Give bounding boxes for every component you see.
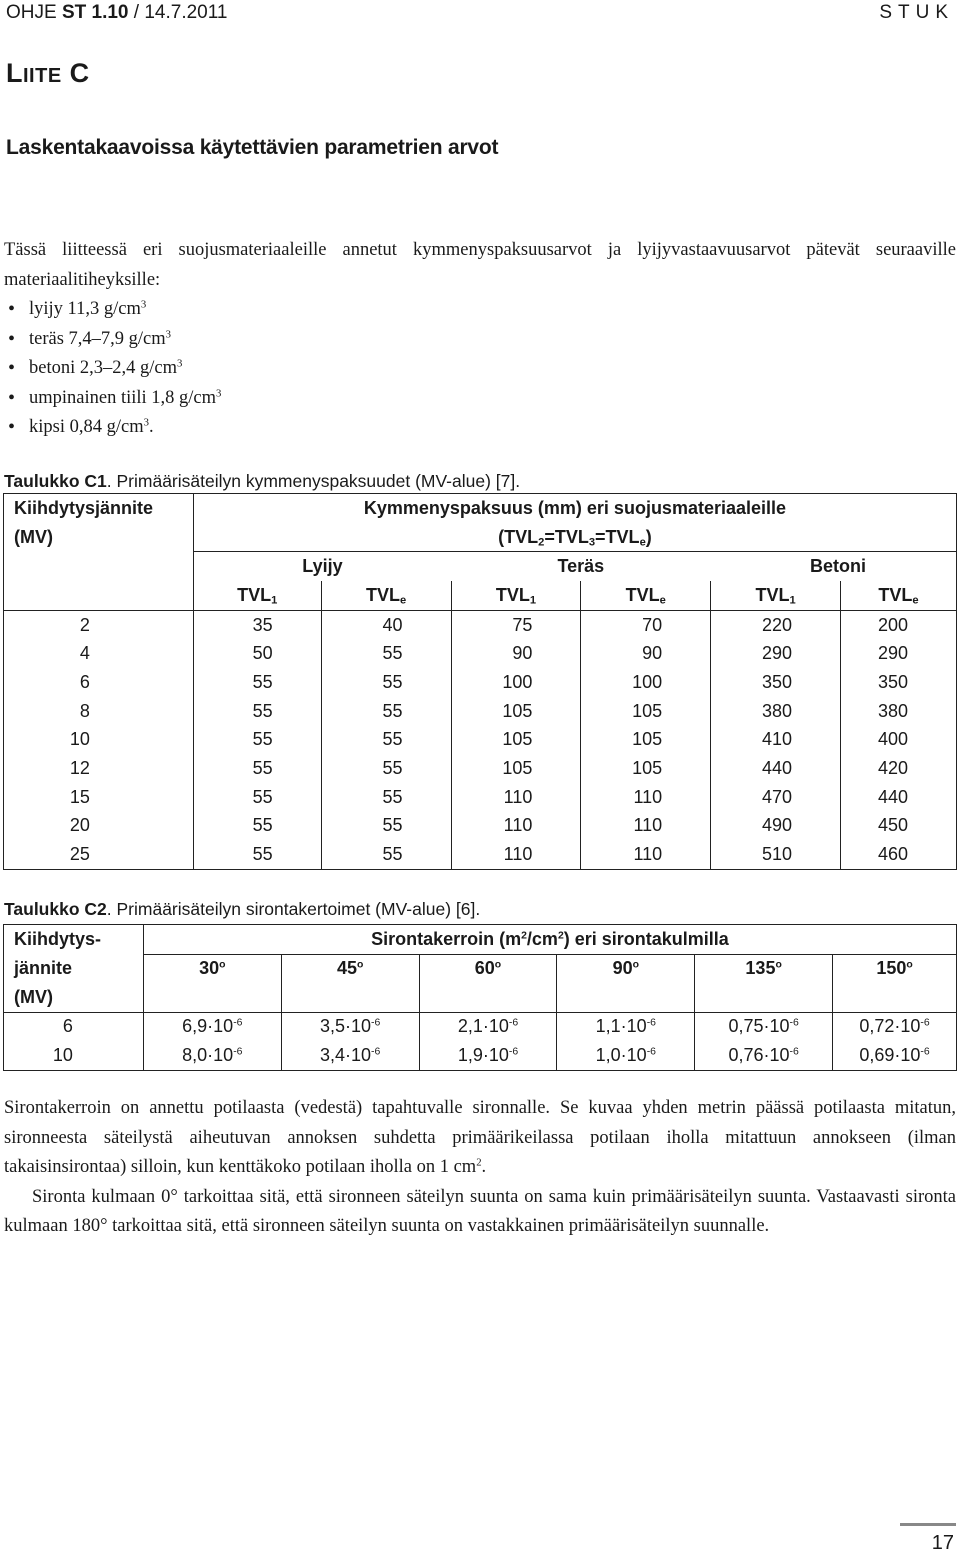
table-row: 20 55 55 110 110 490 450 (4, 812, 957, 841)
appendix-title: LIITE C (6, 58, 90, 88)
table-c2 (3, 924, 957, 1071)
page-number: 17 (931, 1532, 954, 1554)
intro-paragraph: Tässä liitteessä eri suojusmateriaaleille annetut kymmenyspaksuusarvot ja lyijyvastaavuusarvot pätevät seuraaville materiaalitiheyksille: (4, 240, 956, 290)
table-cell: $0,72\cdot 10^{-6}$ (833, 1012, 957, 1041)
list-item: • lyijy 11,3 $g/cm^3$ (4, 295, 956, 325)
notes-section (4, 1094, 956, 1242)
table-cell: $3,5\cdot 10^{-6}$ (281, 1012, 419, 1041)
blank-cell (4, 552, 194, 581)
blank-cell (557, 983, 695, 1012)
blank-cell (419, 983, 557, 1012)
table-cell: $0,75\cdot 10^{-6}$ (695, 1012, 833, 1041)
table-c2-caption: Taulukko C2. Primäärisäteilyn sirontakertoimet (MV-alue) [6]. (4, 899, 481, 919)
material-density-list (4, 295, 956, 443)
blank-cell (695, 983, 833, 1012)
group-subheader: $(TVL_2=TVL_3=TVL_e)$ (193, 523, 956, 552)
angle-header: 30$^o$ (143, 954, 281, 983)
table-cell: $6,9\cdot 10^{-6}$ (143, 1012, 281, 1041)
material-header-concrete: Betoni (711, 552, 957, 581)
note-paragraph: Sironta kulmaan 0° tarkoittaa sitä, että sironneen säteilyn suunta on sama kuin primäärisäteilyn suunta. Vastaavasti sironta kulmaan 180° tarkoittaa sitä, että sironneen säteilyn suunta on vastakkainen primäärisäteilyn suunnalle. (4, 1186, 956, 1236)
blank-cell (143, 983, 281, 1012)
tvl-header: $TVL_e$ (321, 581, 451, 610)
table-cell: $0,69\cdot 10^{-6}$ (833, 1041, 957, 1070)
voltage-unit-header: (MV) (4, 983, 144, 1012)
angle-header: 135$^o$ (695, 954, 833, 983)
tvl-header: $TVL_1$ (193, 581, 321, 610)
voltage-header: Kiihdytys- (4, 925, 144, 955)
voltage-unit-header: (MV) (4, 523, 194, 552)
voltage-header: jännite (4, 954, 144, 983)
section-title: Laskentakaavoissa käytettävien parametrien arvot (6, 136, 499, 159)
blank-cell (833, 983, 957, 1012)
table-c1-caption: Taulukko C1. Primäärisäteilyn kymmenyspaksuudet (MV-alue) [7]. (4, 471, 521, 491)
table-cell: $1,0\cdot 10^{-6}$ (557, 1041, 695, 1070)
tvl-header: $TVL_1$ (711, 581, 841, 610)
group-header: Sirontakerroin $(m^2/cm^2)$ eri sirontakulmilla (143, 925, 956, 955)
angle-header: 150$^o$ (833, 954, 957, 983)
note-paragraph: Sirontakerroin on annettu potilaasta (vedestä) tapahtuvalle sironnalle. Se kuvaa yhden metrin päässä potilaasta mitatun, sironneesta säteilystä aiheutuvan annoksen suhdetta primäärikeilassa potilaan iholla mitattuun annokseen (ilman takaisinsirontaa) silloin, kun kenttäkoko potilaan iholla on 1 $cm^2$. (4, 1098, 956, 1177)
group-header: Kymmenyspaksuus (mm) eri suojusmateriaaleille (193, 494, 956, 523)
table-cell: $2,1\cdot 10^{-6}$ (419, 1012, 557, 1041)
table-row: 8 55 55 105 105 380 380 (4, 697, 957, 726)
guide-code: ST 1.10 (61, 2, 129, 23)
angle-header: 45$^o$ (281, 954, 419, 983)
angle-header: 90$^o$ (557, 954, 695, 983)
intro-section (4, 236, 956, 443)
guide-reference: OHJE ST 1.10 / 14.7.2011 (6, 2, 228, 23)
table-row: 6 55 55 100 100 350 350 (4, 668, 957, 697)
table-row: 25 55 55 110 110 510 460 (4, 840, 957, 869)
material-header-lead: Lyijy (302, 556, 343, 577)
running-header (6, 2, 954, 26)
table-row: 10 $8,0\cdot 10^{-6}$ $3,4\cdot 10^{-6}$ $1,9\cdot 10^{-6}$ $1,0\cdot 10^{-6}$ $0,76\cdot 10^{-6}$ $0,69\cdot 10^{-6}$ (4, 1041, 957, 1070)
blank-cell (4, 581, 194, 610)
table-row: 6 $6,9\cdot 10^{-6}$ $3,5\cdot 10^{-6}$ $2,1\cdot 10^{-6}$ $1,1\cdot 10^{-6}$ $0,75\cdot 10^{-6}$ $0,72\cdot 10^{-6}$ (4, 1012, 957, 1041)
list-item: • betoni 2,3–2,4 $g/cm^3$ (4, 354, 956, 384)
material-header-steel: Teräs (557, 556, 605, 577)
list-item: • umpinainen tiili 1,8 $g/cm^3$ (4, 384, 956, 414)
tvl-header: $TVL_e$ (841, 581, 957, 610)
table-cell: $0,76\cdot 10^{-6}$ (695, 1041, 833, 1070)
table-cell: $8,0\cdot 10^{-6}$ (143, 1041, 281, 1070)
list-item: • kipsi 0,84 $g/cm^3$. (4, 413, 956, 443)
voltage-header: Kiihdytysjännite (4, 494, 194, 523)
publisher-name: STUK (879, 2, 954, 23)
table-cell: $1,9\cdot 10^{-6}$ (419, 1041, 557, 1070)
table-row: 2 35 40 75 70 220 200 (4, 610, 957, 639)
table-row: 4 50 55 90 90 290 290 (4, 639, 957, 668)
table-cell: $1,1\cdot 10^{-6}$ (557, 1012, 695, 1041)
angle-header: 60$^o$ (419, 954, 557, 983)
table-row: 12 55 55 105 105 440 420 (4, 754, 957, 783)
footer-rule (900, 1523, 956, 1526)
table-row: 15 55 55 110 110 470 440 (4, 783, 957, 812)
tvl-header: $TVL_1$ (451, 581, 581, 610)
blank-cell (281, 983, 419, 1012)
list-item: • teräs 7,4–7,9 $g/cm^3$ (4, 325, 956, 355)
table-cell: $3,4\cdot 10^{-6}$ (281, 1041, 419, 1070)
table-c1 (3, 493, 957, 870)
tvl-header: $TVL_e$ (581, 581, 711, 610)
table-row: 10 55 55 105 105 410 400 (4, 726, 957, 755)
